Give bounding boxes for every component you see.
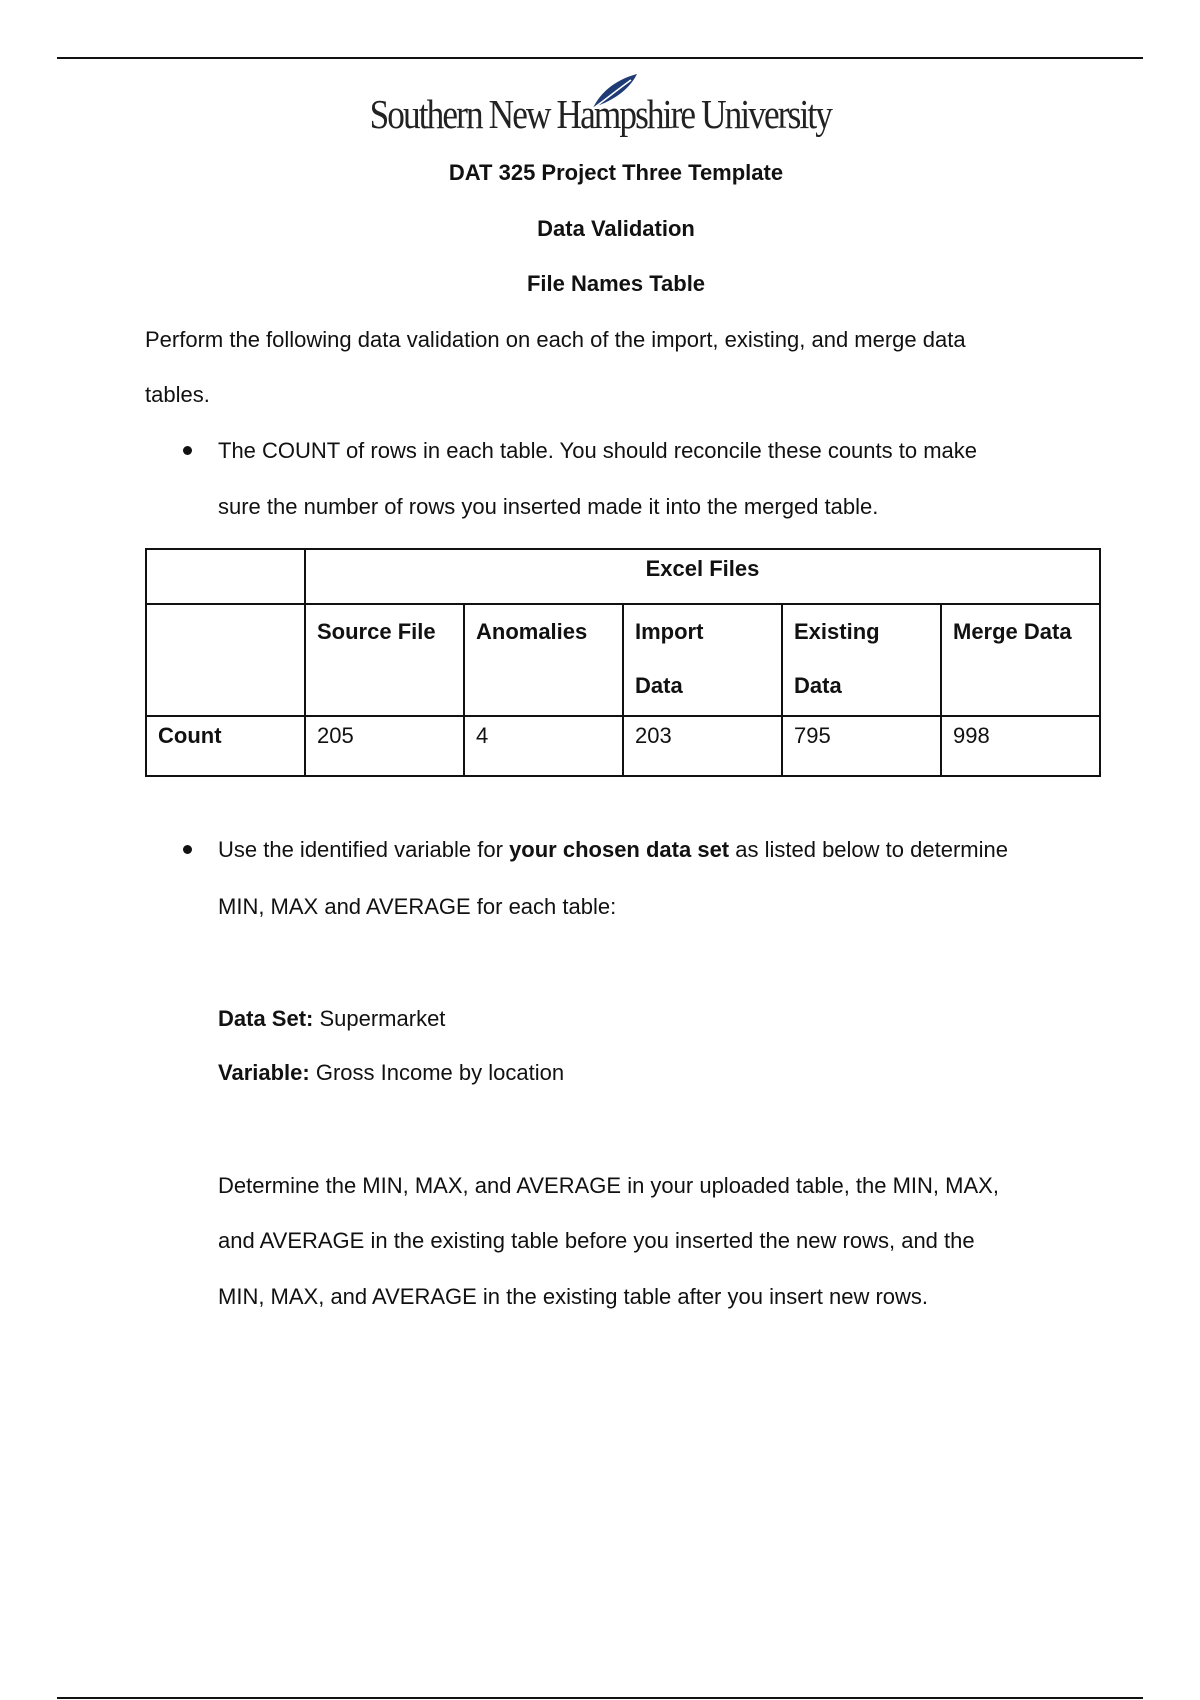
- table-cell: 795: [782, 716, 941, 776]
- bullet-dot-2: [183, 845, 192, 854]
- instructions-line-1: Determine the MIN, MAX, and AVERAGE in your uploaded table, the MIN, MAX,: [218, 1173, 999, 1198]
- table-column-header: Anomalies: [464, 604, 623, 716]
- variable-line: Variable: Gross Income by location: [218, 1060, 565, 1085]
- dataset-line: Data Set: Supermarket: [218, 1006, 446, 1031]
- instructions-line-2: and AVERAGE in the existing table before you inserted the new rows, and the: [218, 1228, 975, 1253]
- bullet2-line-1: Use the identified variable for your chosen data set as listed below to determine: [218, 837, 1008, 862]
- table-cell: 998: [941, 716, 1100, 776]
- intro-line-2: tables.: [145, 382, 210, 407]
- table-empty-cell: [146, 604, 305, 716]
- document-subtitle: Data Validation: [537, 216, 695, 241]
- table-row: [146, 716, 1100, 776]
- logo-wordmark: Southern New Hampshire University: [369, 91, 831, 137]
- table-row: [146, 604, 1100, 716]
- bullet-dot-1: [183, 446, 192, 455]
- table-column-header: Existing Data: [782, 604, 941, 716]
- header-rule: [57, 57, 1143, 59]
- table-corner-cell: [146, 549, 305, 604]
- footer-rule: [57, 1697, 1143, 1699]
- section-title: File Names Table: [526, 271, 706, 296]
- table-cell: 203: [623, 716, 782, 776]
- table-group-header: Excel Files: [305, 549, 1100, 604]
- university-logo: [0, 72, 1200, 135]
- bullet1-line-1: The COUNT of rows in each table. You should reconcile these counts to make: [218, 438, 978, 463]
- bullet1-line-2: sure the number of rows you inserted made it into the merged table.: [218, 494, 879, 519]
- intro-line-1: Perform the following data validation on each of the import, existing, and merge data: [145, 327, 966, 352]
- table-column-header: Source File: [305, 604, 464, 716]
- table-row-label: Count: [146, 716, 305, 776]
- table-column-header: Import Data: [623, 604, 782, 716]
- table-row: [146, 549, 1100, 604]
- table-cell: 4: [464, 716, 623, 776]
- table-column-header: Merge Data: [941, 604, 1100, 716]
- bullet2-line-2: MIN, MAX and AVERAGE for each table:: [218, 894, 617, 919]
- document-title: DAT 325 Project Three Template: [448, 160, 784, 185]
- instructions-line-3: MIN, MAX, and AVERAGE in the existing table after you insert new rows.: [218, 1284, 929, 1309]
- count-table: [145, 548, 1101, 777]
- table-cell: 205: [305, 716, 464, 776]
